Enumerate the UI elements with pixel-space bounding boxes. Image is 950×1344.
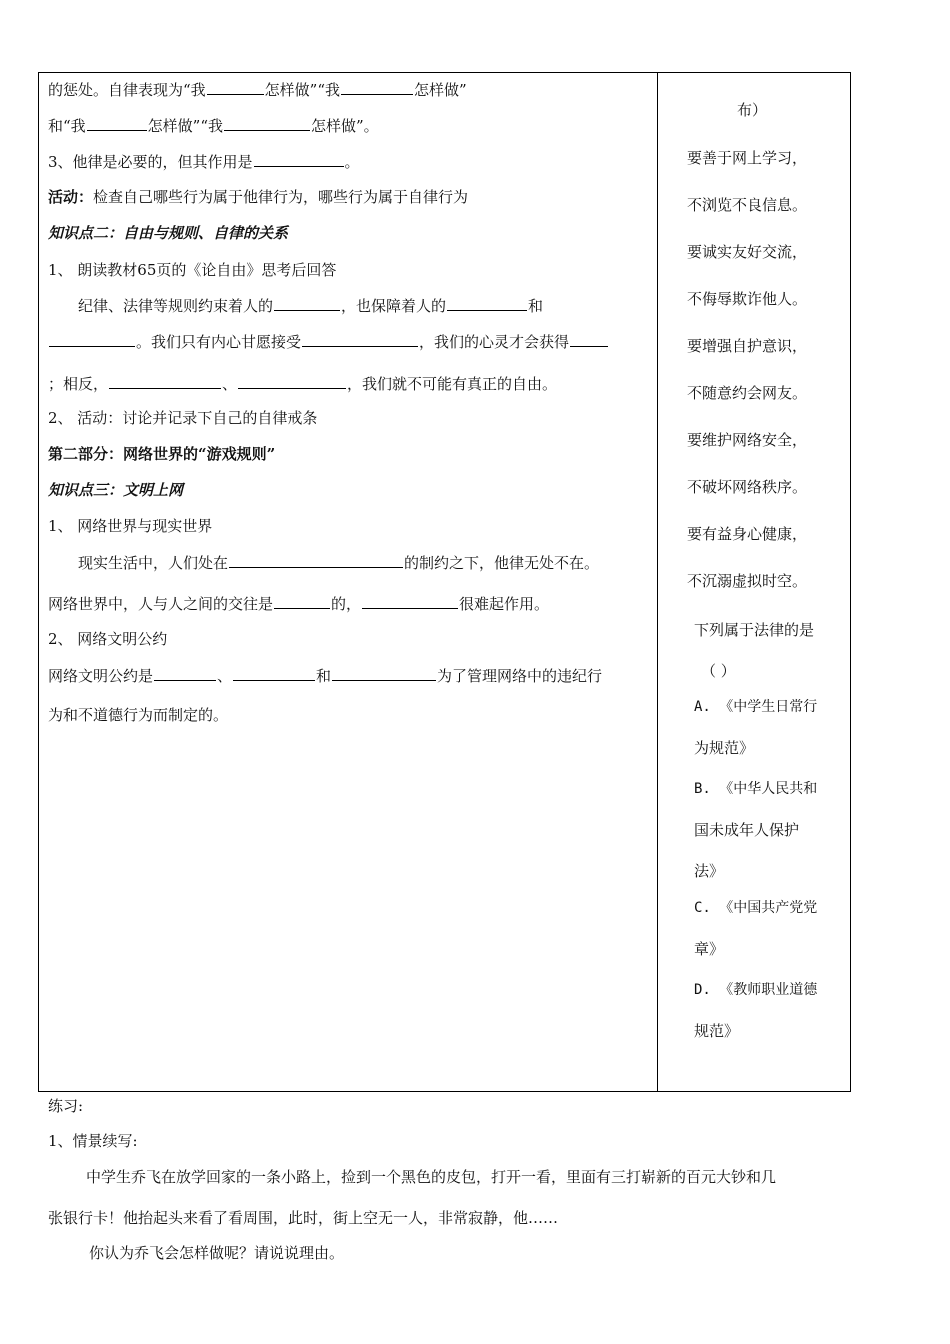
blank: [274, 295, 340, 311]
right-text: 不侮辱欺诈他人。: [687, 290, 808, 308]
right-text: 不沉溺虚拟时空。: [687, 572, 808, 590]
option-c: C. 《中国共产党党: [694, 900, 818, 916]
blank: [154, 665, 216, 681]
right-text: 不随意约会网友。: [687, 384, 808, 402]
text: 怎样做”“我: [264, 81, 341, 99]
option-b: B. 《中华人民共和: [694, 781, 818, 797]
line-read-textbook: 1、 朗读教材65页的《论自由》思考后回答: [48, 261, 337, 279]
exercise-title: 练习:: [48, 1097, 84, 1115]
blank: [447, 295, 527, 311]
right-text: 要善于网上学习，: [687, 149, 808, 167]
text: 和“我: [48, 117, 86, 135]
right-text: 要有益身心健康，: [687, 525, 808, 543]
text: 网络世界中，人与人之间的交往是: [48, 595, 274, 613]
option-b-cont-2: 法》: [694, 862, 725, 880]
text: ，我们的心灵才会获得: [419, 333, 570, 351]
blank: [207, 79, 264, 95]
line-accept: [48, 331, 609, 352]
blank: [274, 593, 330, 609]
text: 现实生活中，人们处在: [78, 554, 229, 572]
blank: [302, 331, 418, 347]
knowledge-point-3: 知识点三：文明上网: [48, 481, 184, 499]
activity-label: 活动：: [48, 188, 94, 206]
text: 。: [344, 153, 360, 171]
right-text: 要诚实友好交流，: [687, 243, 808, 261]
question-text: 下列属于法律的是: [694, 621, 815, 639]
text: 的惩处。自律表现为“我: [48, 81, 206, 99]
text: 怎样做”: [414, 81, 467, 99]
exercise-item-1: 1、情景续写:: [48, 1132, 138, 1150]
exercise-question: 你认为乔飞会怎样做呢？请说说理由。: [89, 1244, 345, 1262]
blank: [49, 331, 135, 347]
line-self-discipline: [48, 79, 467, 100]
answer-parentheses: （ ）: [701, 662, 736, 680]
story-line-1: 中学生乔飞在放学回家的一条小路上，捡到一个黑色的皮包，打开一看，里面有三打崭新的百元大钞和几: [86, 1168, 777, 1186]
text: 3、他律是必要的，但其作用是: [48, 153, 253, 171]
column-divider: [657, 73, 658, 1091]
worksheet-table: [38, 72, 851, 1092]
line-convention-def-2: 为和不道德行为而制定的。: [48, 706, 229, 724]
text: 为了管理网络中的违纪行: [437, 667, 603, 685]
activity-line: [48, 187, 468, 207]
blank: [254, 151, 344, 167]
right-text: 不破坏网络秩序。: [687, 478, 808, 496]
line-convention-def: [48, 665, 602, 686]
option-b-cont: 国未成年人保护: [694, 821, 800, 839]
text: 和: [528, 297, 544, 315]
line-contrary: [48, 373, 557, 394]
blank: [362, 593, 458, 609]
text: 怎样做”。: [311, 117, 379, 135]
right-text: 不浏览不良信息。: [687, 196, 808, 214]
text: 纪律、法律等规则约束着人的: [78, 297, 274, 315]
line-network-convention: 2、 网络文明公约: [48, 630, 168, 648]
option-a-cont: 为规范》: [694, 739, 755, 757]
blank: [238, 373, 346, 389]
text: 网络文明公约是: [48, 667, 154, 685]
knowledge-point-2: 知识点二：自由与规则、自律的关系: [48, 224, 289, 242]
blank: [229, 552, 403, 568]
line-network-interaction: [48, 593, 549, 614]
activity-text: 检查自己哪些行为属于他律行为，哪些行为属于自律行为: [93, 188, 469, 206]
text: 的制约之下，他律无处不在。: [404, 554, 600, 572]
text: 怎样做”“我: [147, 117, 224, 135]
right-text: 要维护网络安全，: [687, 431, 808, 449]
blank: [224, 115, 310, 131]
blank: [341, 79, 413, 95]
text: ，也保障着人的: [341, 297, 447, 315]
text: 的，: [331, 595, 362, 613]
option-d: D. 《教师职业道德: [694, 982, 818, 998]
right-text: 要增强自护意识，: [687, 337, 808, 355]
line-self-discipline-2: [48, 115, 379, 136]
line-heteronomy: [48, 151, 360, 172]
blank: [570, 331, 608, 347]
option-d-cont: 规范》: [694, 1022, 740, 1040]
blank: [233, 665, 315, 681]
option-c-cont: 章》: [694, 940, 725, 958]
text: 和: [316, 667, 332, 685]
line-network-world: 1、 网络世界与现实世界: [48, 517, 213, 535]
line-real-life: [78, 552, 599, 573]
right-text: 布）: [737, 101, 768, 119]
text: ，我们就不可能有真正的自由。: [347, 375, 558, 393]
part-2-heading: 第二部分：网络世界的“游戏规则”: [48, 445, 276, 463]
blank: [109, 373, 221, 389]
blank: [332, 665, 436, 681]
text: 、: [217, 667, 233, 685]
text: ；相反，: [48, 375, 109, 393]
line-activity-2: 2、 活动：讨论并记录下自己的自律戒条: [48, 409, 318, 427]
text: 。我们只有内心甘愿接受: [136, 333, 302, 351]
story-line-2: 张银行卡！他抬起头来看了看周围，此时，街上空无一人，非常寂静，他……: [48, 1209, 559, 1227]
text: 、: [222, 375, 238, 393]
option-a: A. 《中学生日常行: [694, 699, 818, 715]
blank: [87, 115, 147, 131]
text: 很难起作用。: [459, 595, 550, 613]
line-rules: [78, 295, 543, 316]
